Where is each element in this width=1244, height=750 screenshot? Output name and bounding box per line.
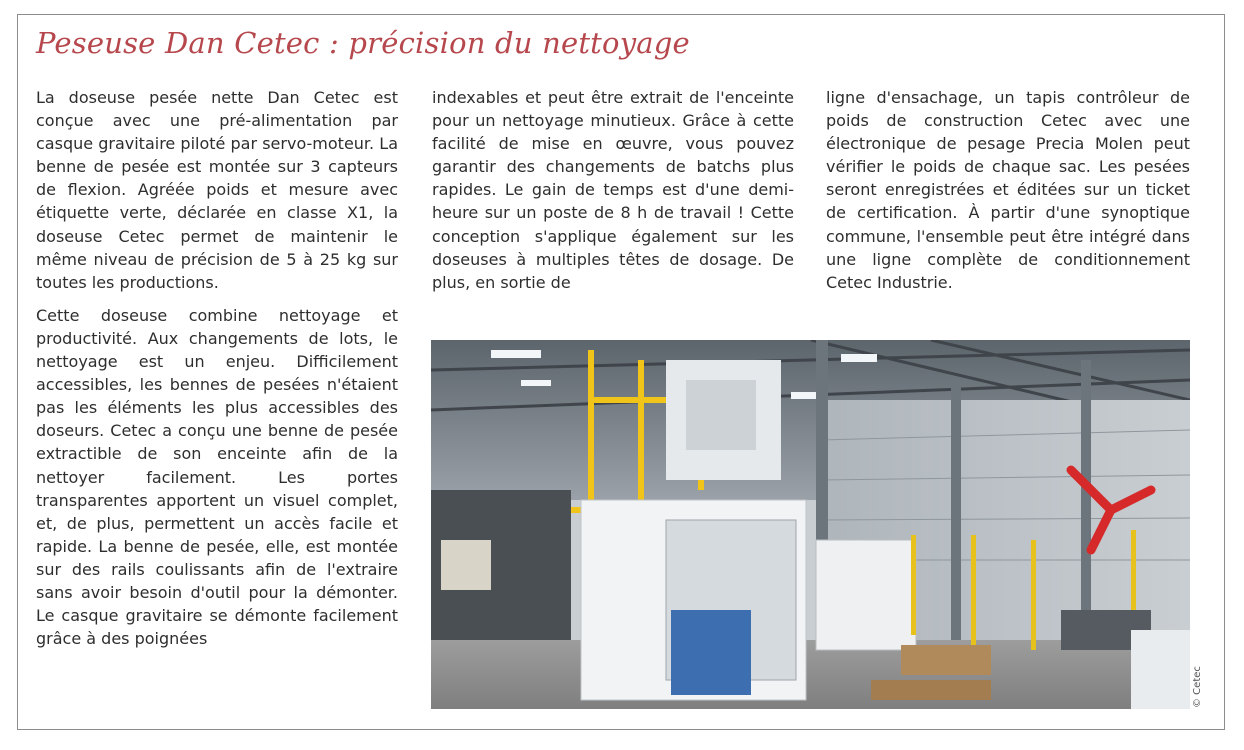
paragraph: La doseuse pesée nette Dan Cetec est conçue avec une pré-alimentation par casque gravitaire piloté par servo-moteur. La benne de pesée est montée sur 3 capteurs de flexion. Agréée poids et mesure avec étiquette verte, déclarée en classe X1, la doseuse Cetec permet de maintenir le même niveau de précision de 5 à 25 kg sur toutes les productions. (36, 88, 398, 292)
article-title: Peseuse Dan Cetec : précision du nettoyage (36, 26, 690, 60)
column-1 (36, 86, 398, 650)
column-2 (432, 86, 794, 294)
paragraph: ligne d'ensachage, un tapis contrôleur de poids de construction Cetec avec une électronique de pesage Precia Molen peut vérifier le poids de chaque sac. Les pesées seront enregistrées et éditées sur un ticket de certification. À partir d'une synoptique commune, l'ensemble peut être intégré dans une ligne complète de conditionnement Cetec Industrie. (826, 88, 1190, 292)
factory-illustration (431, 340, 1190, 709)
paragraph: Cette doseuse combine nettoyage et productivité. Aux changements de lots, le nettoyage est un enjeu. Difficilement accessibles, les bennes de pesées n'étaient pas les éléments les plus accessibles des doseurs. Cetec a conçu une benne de pesée extractible de son enceinte afin de la nettoyer facilement. Les portes transparentes apportent un visuel complet, et, de plus, permettent un accès facile et rapide. La benne de pesée, elle, est montée sur des rails coulissants afin de l'extraire sans avoir besoin d'outil pour la démonter. Le casque gravitaire se démonte facilement grâce à des poignées (36, 305, 398, 649)
column-3 (826, 86, 1190, 294)
factory-photo (431, 340, 1190, 709)
photo-credit: © Cetec (1192, 666, 1203, 708)
paragraph: indexables et peut être extrait de l'enceinte pour un nettoyage minutieux. Grâce à cette facilité de mise en œuvre, vous pouvez garantir des changements de batchs plus rapides. Le gain de temps est d'une demi-heure sur un poste de 8 h de travail ! Cette conception s'applique également sur les doseuses à multiples têtes de dosage. De plus, en sortie de (432, 88, 794, 292)
